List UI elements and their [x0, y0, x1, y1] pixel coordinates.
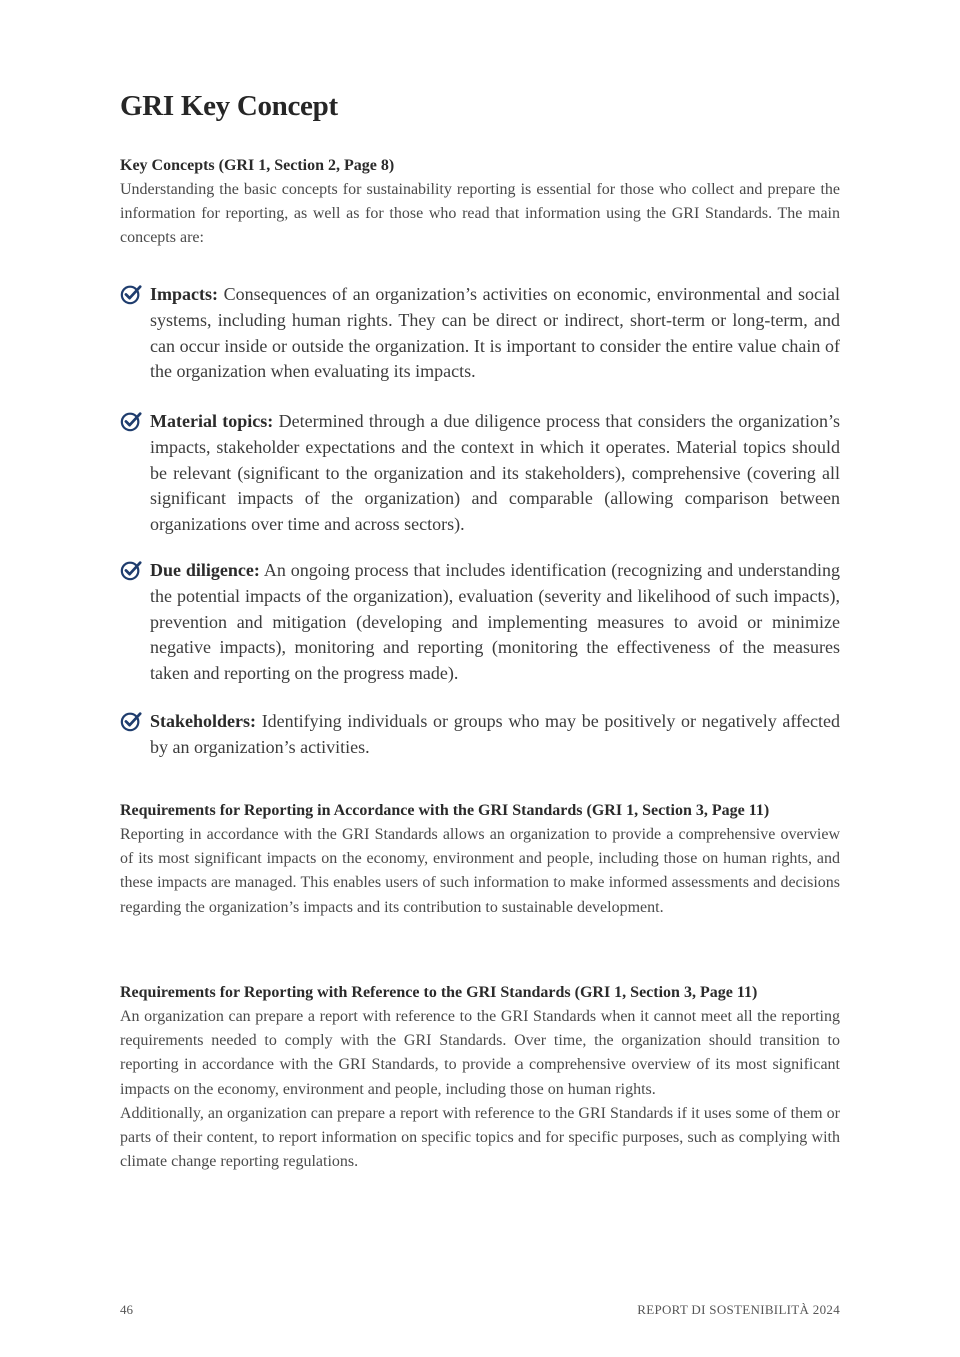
- concept-item-material-topics: [120, 409, 840, 538]
- reference-heading: Requirements for Reporting with Reference to the GRI Standards (GRI 1, Section 3, Page 11): [120, 984, 758, 1001]
- concept-description: An ongoing process that includes identification (recognizing and understanding the potential impacts of the organization), evaluation (severity and likelihood of such impacts), prevention and mitigation (developing and implementing measures to avoid or minimize negative impacts), monitoring and reporting (monitoring the effectiveness of the measures taken and reporting on the progress made).: [150, 560, 840, 684]
- concept-term: Impacts:: [150, 284, 218, 304]
- page-number: 46: [120, 1302, 133, 1317]
- accordance-text: Reporting in accordance with the GRI Standards allows an organization to provide a comprehensive overview of its most significant impacts on the economy, environment and people, including those on human rights, and these impacts are managed. This enables users of such information to make informed assessments and decisions regarding the organization’s impacts and its contribution to sustainable development.: [120, 826, 840, 916]
- concept-term: Stakeholders:: [150, 711, 257, 731]
- key-concepts-section: [120, 154, 840, 251]
- concept-item-impacts: [120, 282, 840, 385]
- key-concepts-heading: Key Concepts (GRI 1, Section 2, Page 8): [120, 157, 395, 174]
- check-circle-icon: [120, 410, 142, 432]
- concept-item-stakeholders: [120, 709, 840, 761]
- reference-text-1: An organization can prepare a report with reference to the GRI Standards when it cannot meet all the reporting requirements needed to comply with the GRI Standards. Over time, the organization should transition to reporting in accordance with the GRI Standards, to provide a comprehensive overview of its most significant impacts on the economy, environment and people, including those on human rights.: [120, 1008, 840, 1098]
- concept-description: Determined through a due diligence process that considers the organization’s impacts, stakeholder expectations and the context in which it operates. Material topics should be relevant (significant to the organization and its stakeholders), comprehensive (covering all significant impacts of the organization) and comparable (allowing comparison between organizations over time and across sectors).: [150, 411, 840, 535]
- check-circle-icon: [120, 710, 142, 732]
- concept-description: Consequences of an organization’s activities on economic, environmental and social systems, including human rights. They can be direct or indirect, short-term or long-term, and can occur inside or outside the organization. It is important to consider the entire value chain of the organization when evaluating its impacts.: [150, 284, 840, 382]
- concept-term: Due diligence:: [150, 560, 260, 580]
- concept-item-due-diligence: [120, 558, 840, 687]
- report-title: REPORT DI SOSTENIBILITÀ 2024: [637, 1302, 840, 1317]
- reference-section: [120, 981, 840, 1174]
- check-circle-icon: [120, 283, 142, 305]
- accordance-section: [120, 799, 840, 920]
- accordance-heading: Requirements for Reporting in Accordance with the GRI Standards (GRI 1, Section 3, Page 11): [120, 802, 770, 819]
- concept-description: Identifying individuals or groups who may be positively or negatively affected by an organization’s activities.: [150, 711, 840, 757]
- concept-term: Material topics:: [150, 411, 274, 431]
- key-concepts-intro: Understanding the basic concepts for sustainability reporting is essential for those who collect and prepare the information for reporting, as well as for those who read that information using the GRI Standards. The main concepts are:: [120, 181, 840, 247]
- reference-text-2: Additionally, an organization can prepare a report with reference to the GRI Standards if it uses some of them or parts of their content, to report information on specific topics and for specific purposes, such as complying with climate change reporting regulations.: [120, 1104, 840, 1171]
- check-circle-icon: [120, 559, 142, 581]
- page-title: GRI Key Concept: [120, 90, 338, 122]
